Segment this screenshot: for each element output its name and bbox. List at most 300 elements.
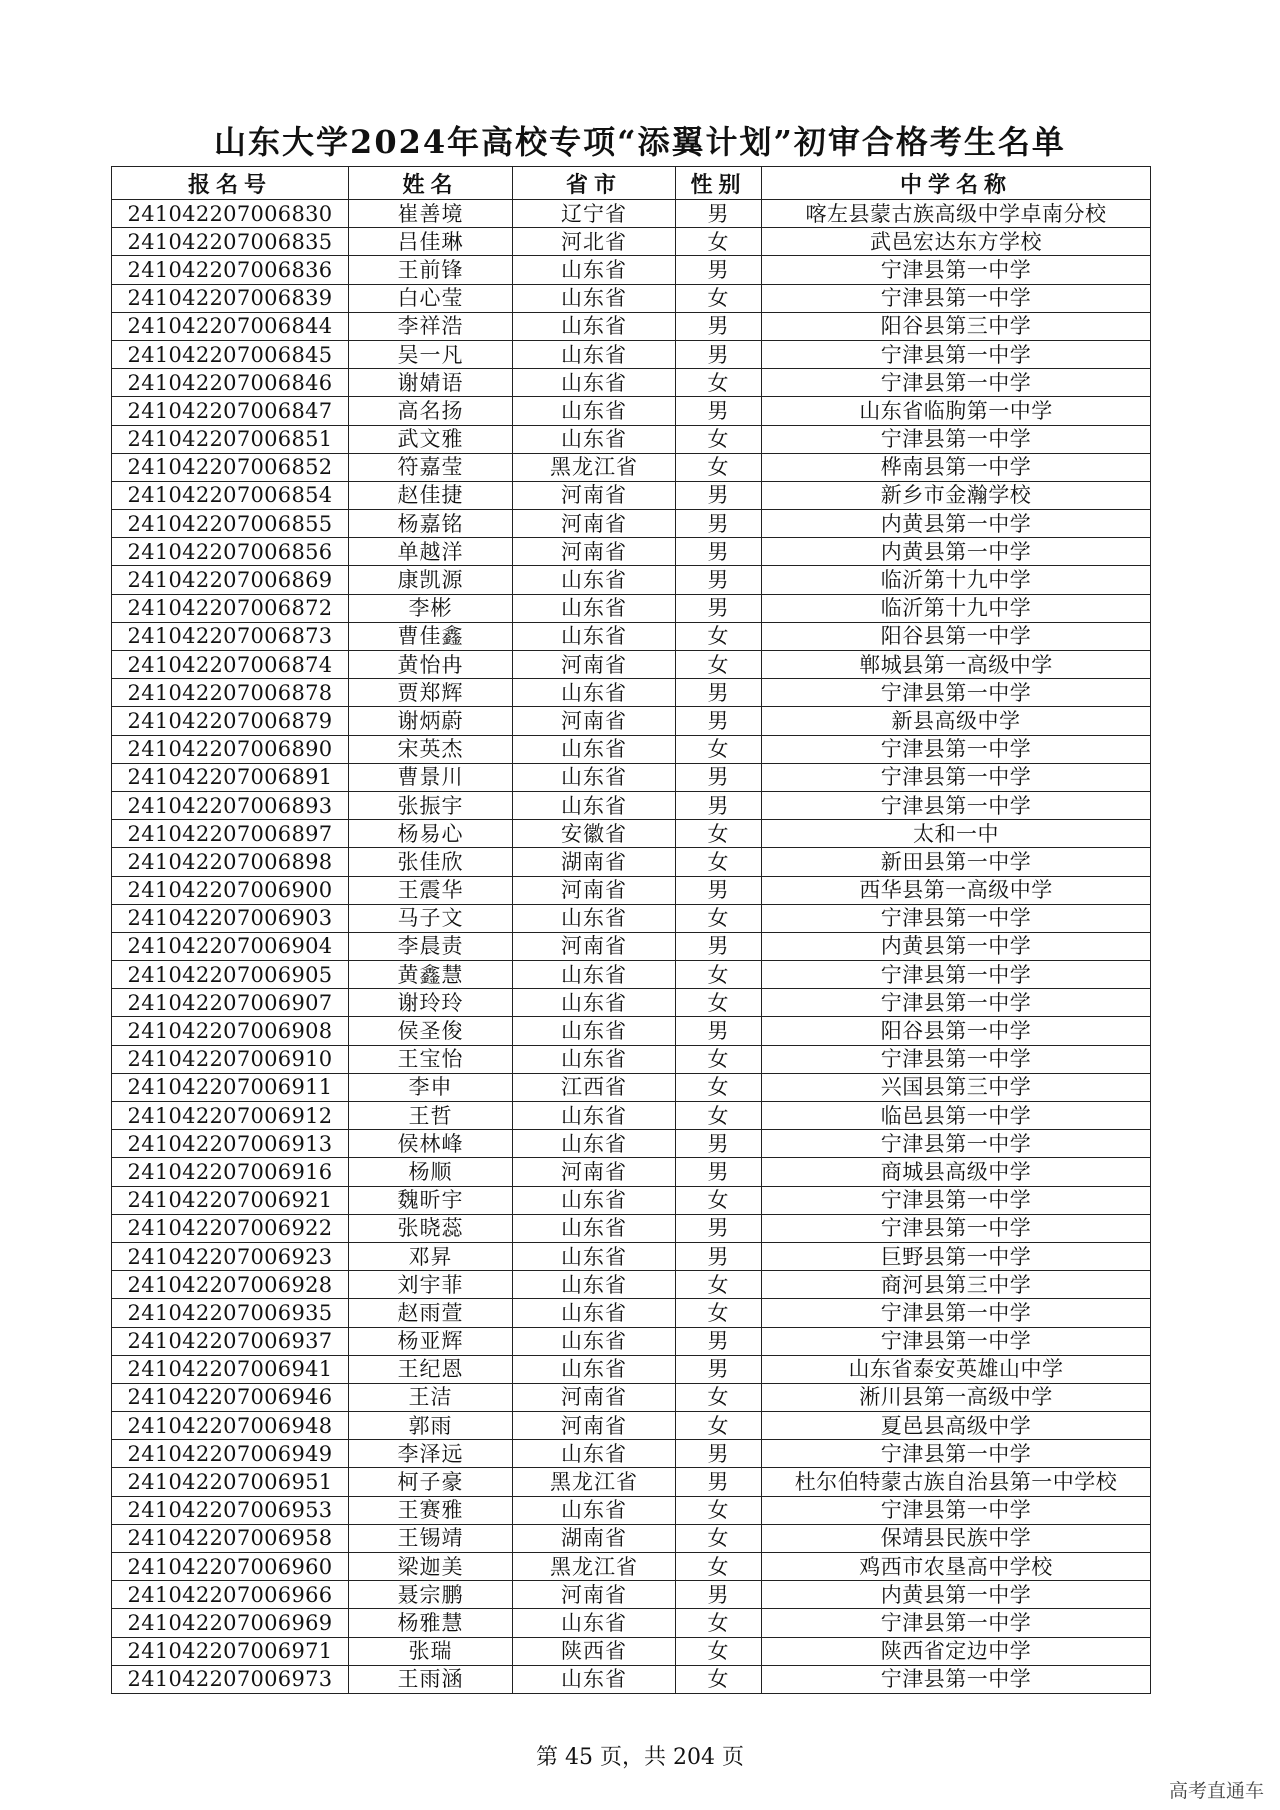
cell-gender: 女: [676, 1271, 762, 1299]
table-row: [112, 961, 1151, 989]
cell-name: 赵佳捷: [349, 481, 513, 509]
cell-gender: 男: [676, 1327, 762, 1355]
table-row: [112, 1609, 1151, 1637]
cell-school: 宁津县第一中学: [762, 284, 1151, 312]
cell-province: 河南省: [513, 1581, 676, 1609]
cell-name: 吴一凡: [349, 340, 513, 368]
table-row: [112, 1553, 1151, 1581]
table-row: [112, 1073, 1151, 1101]
cell-name: 侯林峰: [349, 1130, 513, 1158]
cell-name: 谢炳蔚: [349, 707, 513, 735]
cell-school: 临沂第十九中学: [762, 566, 1151, 594]
cell-school: 桦南县第一中学: [762, 453, 1151, 481]
cell-school: 宁津县第一中学: [762, 1327, 1151, 1355]
cell-gender: 男: [676, 397, 762, 425]
header-row: [112, 167, 1151, 200]
cell-registration-number: 241042207006891: [112, 763, 349, 791]
table-row: [112, 228, 1151, 256]
cell-registration-number: 241042207006941: [112, 1355, 349, 1383]
table-row: [112, 594, 1151, 622]
cell-province: 河北省: [513, 228, 676, 256]
cell-gender: 女: [676, 284, 762, 312]
cell-registration-number: 241042207006847: [112, 397, 349, 425]
cell-school: 宁津县第一中学: [762, 904, 1151, 932]
table-row: [112, 1299, 1151, 1327]
cell-school: 内黄县第一中学: [762, 932, 1151, 960]
cell-gender: 男: [676, 679, 762, 707]
cell-province: 山东省: [513, 1299, 676, 1327]
table-header: [112, 167, 1151, 200]
cell-name: 武文雅: [349, 425, 513, 453]
cell-registration-number: 241042207006912: [112, 1102, 349, 1130]
cell-gender: 男: [676, 791, 762, 819]
table-row: [112, 453, 1151, 481]
cell-registration-number: 241042207006900: [112, 876, 349, 904]
cell-province: 河南省: [513, 707, 676, 735]
cell-school: 山东省临朐第一中学: [762, 397, 1151, 425]
cell-registration-number: 241042207006946: [112, 1383, 349, 1411]
cell-province: 山东省: [513, 256, 676, 284]
cell-registration-number: 241042207006835: [112, 228, 349, 256]
cell-registration-number: 241042207006855: [112, 510, 349, 538]
cell-province: 黑龙江省: [513, 453, 676, 481]
cell-gender: 女: [676, 369, 762, 397]
cell-province: 山东省: [513, 1355, 676, 1383]
cell-registration-number: 241042207006904: [112, 932, 349, 960]
cell-registration-number: 241042207006921: [112, 1186, 349, 1214]
cell-name: 符嘉莹: [349, 453, 513, 481]
cell-registration-number: 241042207006973: [112, 1665, 349, 1693]
table-row: [112, 651, 1151, 679]
cell-registration-number: 241042207006935: [112, 1299, 349, 1327]
cell-school: 内黄县第一中学: [762, 1581, 1151, 1609]
cell-registration-number: 241042207006907: [112, 989, 349, 1017]
cell-province: 山东省: [513, 1271, 676, 1299]
document-title: 山东大学2024年高校专项“添翼计划”初审合格考生名单: [214, 123, 1066, 161]
table-row: [112, 1665, 1151, 1693]
cell-registration-number: 241042207006873: [112, 622, 349, 650]
cell-province: 山东省: [513, 961, 676, 989]
cell-registration-number: 241042207006830: [112, 200, 349, 228]
cell-school: 宁津县第一中学: [762, 679, 1151, 707]
cell-school: 宁津县第一中学: [762, 989, 1151, 1017]
cell-province: 安徽省: [513, 820, 676, 848]
cell-gender: 女: [676, 1383, 762, 1411]
cell-province: 山东省: [513, 622, 676, 650]
table-row: [112, 1130, 1151, 1158]
table-row: [112, 481, 1151, 509]
cell-school: 内黄县第一中学: [762, 538, 1151, 566]
cell-gender: 男: [676, 1468, 762, 1496]
cell-school: 宁津县第一中学: [762, 1299, 1151, 1327]
cell-name: 谢玲玲: [349, 989, 513, 1017]
table-row: [112, 1440, 1151, 1468]
cell-province: 山东省: [513, 1017, 676, 1045]
cell-name: 崔善境: [349, 200, 513, 228]
cell-gender: 女: [676, 735, 762, 763]
cell-province: 陕西省: [513, 1637, 676, 1665]
cell-school: 兴国县第三中学: [762, 1073, 1151, 1101]
cell-school: 郸城县第一高级中学: [762, 651, 1151, 679]
cell-gender: 男: [676, 340, 762, 368]
cell-school: 宁津县第一中学: [762, 791, 1151, 819]
cell-name: 黄鑫慧: [349, 961, 513, 989]
cell-school: 新县高级中学: [762, 707, 1151, 735]
cell-registration-number: 241042207006852: [112, 453, 349, 481]
cell-province: 山东省: [513, 1242, 676, 1270]
table-body: [112, 200, 1151, 1694]
cell-gender: 女: [676, 820, 762, 848]
cell-province: 山东省: [513, 1440, 676, 1468]
cell-gender: 女: [676, 1665, 762, 1693]
cell-school: 鸡西市农垦高中学校: [762, 1553, 1151, 1581]
cell-gender: 男: [676, 1214, 762, 1242]
header-name: 姓名: [349, 167, 513, 200]
cell-gender: 男: [676, 707, 762, 735]
cell-gender: 女: [676, 425, 762, 453]
cell-registration-number: 241042207006836: [112, 256, 349, 284]
cell-province: 山东省: [513, 904, 676, 932]
table-row: [112, 1045, 1151, 1073]
cell-gender: 女: [676, 651, 762, 679]
cell-name: 王宝怡: [349, 1045, 513, 1073]
cell-name: 单越洋: [349, 538, 513, 566]
cell-registration-number: 241042207006878: [112, 679, 349, 707]
cell-school: 西华县第一高级中学: [762, 876, 1151, 904]
cell-province: 山东省: [513, 1102, 676, 1130]
cell-registration-number: 241042207006874: [112, 651, 349, 679]
cell-name: 张佳欣: [349, 848, 513, 876]
table-row: [112, 1102, 1151, 1130]
cell-gender: 男: [676, 1355, 762, 1383]
table-row: [112, 312, 1151, 340]
table-row: [112, 707, 1151, 735]
cell-registration-number: 241042207006916: [112, 1158, 349, 1186]
cell-name: 王雨涵: [349, 1665, 513, 1693]
cell-name: 侯圣俊: [349, 1017, 513, 1045]
table-row: [112, 876, 1151, 904]
cell-registration-number: 241042207006903: [112, 904, 349, 932]
watermark-text: 高考直通车: [1168, 1780, 1264, 1802]
cell-gender: 女: [676, 961, 762, 989]
cell-school: 宁津县第一中学: [762, 735, 1151, 763]
cell-name: 杨嘉铭: [349, 510, 513, 538]
table-row: [112, 1242, 1151, 1270]
table-row: [112, 510, 1151, 538]
cell-gender: 男: [676, 1130, 762, 1158]
cell-name: 刘宇菲: [349, 1271, 513, 1299]
cell-province: 山东省: [513, 763, 676, 791]
cell-name: 王洁: [349, 1383, 513, 1411]
table-row: [112, 1581, 1151, 1609]
cell-registration-number: 241042207006949: [112, 1440, 349, 1468]
cell-province: 河南省: [513, 510, 676, 538]
cell-name: 曹景川: [349, 763, 513, 791]
table-row: [112, 340, 1151, 368]
cell-name: 高名扬: [349, 397, 513, 425]
header-school: 中学名称: [762, 167, 1151, 200]
cell-school: 宁津县第一中学: [762, 425, 1151, 453]
cell-gender: 女: [676, 1299, 762, 1327]
cell-province: 河南省: [513, 1383, 676, 1411]
page-number: 第 45 页，共 204 页: [536, 1745, 744, 1770]
cell-school: 宁津县第一中学: [762, 1130, 1151, 1158]
cell-name: 宋英杰: [349, 735, 513, 763]
cell-school: 宁津县第一中学: [762, 961, 1151, 989]
cell-school: 太和一中: [762, 820, 1151, 848]
table-row: [112, 1383, 1151, 1411]
table-row: [112, 1355, 1151, 1383]
cell-registration-number: 241042207006913: [112, 1130, 349, 1158]
cell-gender: 男: [676, 932, 762, 960]
cell-name: 吕佳琳: [349, 228, 513, 256]
cell-registration-number: 241042207006905: [112, 961, 349, 989]
cell-gender: 女: [676, 1412, 762, 1440]
table-row: [112, 1186, 1151, 1214]
cell-school: 阳谷县第一中学: [762, 622, 1151, 650]
cell-name: 王前锋: [349, 256, 513, 284]
cell-name: 聂宗鹏: [349, 1581, 513, 1609]
cell-gender: 女: [676, 1609, 762, 1637]
table-row: [112, 1637, 1151, 1665]
cell-province: 湖南省: [513, 1524, 676, 1552]
cell-school: 喀左县蒙古族高级中学卓南分校: [762, 200, 1151, 228]
table-row: [112, 397, 1151, 425]
candidate-table: [111, 166, 1151, 1694]
cell-name: 魏昕宇: [349, 1186, 513, 1214]
cell-name: 李祥浩: [349, 312, 513, 340]
table-row: [112, 679, 1151, 707]
cell-province: 山东省: [513, 1665, 676, 1693]
cell-registration-number: 241042207006966: [112, 1581, 349, 1609]
cell-province: 山东省: [513, 425, 676, 453]
cell-province: 山东省: [513, 312, 676, 340]
table-row: [112, 1524, 1151, 1552]
cell-registration-number: 241042207006844: [112, 312, 349, 340]
cell-school: 淅川县第一高级中学: [762, 1383, 1151, 1411]
cell-province: 山东省: [513, 1327, 676, 1355]
cell-province: 河南省: [513, 538, 676, 566]
cell-gender: 女: [676, 1102, 762, 1130]
cell-school: 武邑宏达东方学校: [762, 228, 1151, 256]
cell-province: 山东省: [513, 594, 676, 622]
cell-registration-number: 241042207006908: [112, 1017, 349, 1045]
cell-name: 李申: [349, 1073, 513, 1101]
table-row: [112, 904, 1151, 932]
cell-gender: 女: [676, 622, 762, 650]
cell-registration-number: 241042207006971: [112, 1637, 349, 1665]
cell-name: 邓昇: [349, 1242, 513, 1270]
cell-name: 杨亚辉: [349, 1327, 513, 1355]
cell-gender: 女: [676, 453, 762, 481]
cell-registration-number: 241042207006922: [112, 1214, 349, 1242]
cell-name: 马子文: [349, 904, 513, 932]
cell-name: 白心莹: [349, 284, 513, 312]
header-registration-number: 报名号: [112, 167, 349, 200]
cell-school: 阳谷县第一中学: [762, 1017, 1151, 1045]
cell-gender: 男: [676, 481, 762, 509]
cell-name: 王锡靖: [349, 1524, 513, 1552]
cell-gender: 女: [676, 1073, 762, 1101]
cell-name: 梁迦美: [349, 1553, 513, 1581]
table-row: [112, 763, 1151, 791]
cell-school: 临邑县第一中学: [762, 1102, 1151, 1130]
cell-province: 河南省: [513, 651, 676, 679]
cell-school: 巨野县第一中学: [762, 1242, 1151, 1270]
cell-name: 张晓蕊: [349, 1214, 513, 1242]
cell-name: 李晨责: [349, 932, 513, 960]
cell-province: 河南省: [513, 481, 676, 509]
cell-registration-number: 241042207006869: [112, 566, 349, 594]
cell-gender: 男: [676, 566, 762, 594]
cell-province: 山东省: [513, 1496, 676, 1524]
cell-registration-number: 241042207006923: [112, 1242, 349, 1270]
table-row: [112, 932, 1151, 960]
cell-gender: 女: [676, 848, 762, 876]
table-row: [112, 1412, 1151, 1440]
cell-gender: 男: [676, 876, 762, 904]
cell-school: 宁津县第一中学: [762, 1440, 1151, 1468]
cell-gender: 男: [676, 256, 762, 284]
table-row: [112, 284, 1151, 312]
cell-school: 新田县第一中学: [762, 848, 1151, 876]
cell-province: 山东省: [513, 679, 676, 707]
cell-province: 河南省: [513, 1158, 676, 1186]
cell-name: 曹佳鑫: [349, 622, 513, 650]
cell-province: 山东省: [513, 369, 676, 397]
cell-gender: 男: [676, 1581, 762, 1609]
cell-registration-number: 241042207006948: [112, 1412, 349, 1440]
cell-province: 山东省: [513, 340, 676, 368]
cell-school: 保靖县民族中学: [762, 1524, 1151, 1552]
cell-name: 张瑞: [349, 1637, 513, 1665]
cell-gender: 男: [676, 312, 762, 340]
cell-registration-number: 241042207006851: [112, 425, 349, 453]
cell-province: 山东省: [513, 566, 676, 594]
cell-registration-number: 241042207006872: [112, 594, 349, 622]
cell-name: 王震华: [349, 876, 513, 904]
cell-province: 山东省: [513, 284, 676, 312]
table-row: [112, 538, 1151, 566]
cell-name: 谢婧语: [349, 369, 513, 397]
cell-school: 杜尔伯特蒙古族自治县第一中学校: [762, 1468, 1151, 1496]
cell-registration-number: 241042207006890: [112, 735, 349, 763]
table-row: [112, 1496, 1151, 1524]
cell-gender: 女: [676, 989, 762, 1017]
cell-gender: 男: [676, 1158, 762, 1186]
cell-registration-number: 241042207006839: [112, 284, 349, 312]
cell-gender: 男: [676, 1017, 762, 1045]
table-row: [112, 622, 1151, 650]
cell-name: 黄怡冉: [349, 651, 513, 679]
cell-school: 临沂第十九中学: [762, 594, 1151, 622]
cell-gender: 女: [676, 228, 762, 256]
table-row: [112, 989, 1151, 1017]
cell-registration-number: 241042207006854: [112, 481, 349, 509]
cell-province: 山东省: [513, 1214, 676, 1242]
cell-name: 张振宇: [349, 791, 513, 819]
cell-school: 宁津县第一中学: [762, 1609, 1151, 1637]
cell-school: 宁津县第一中学: [762, 1496, 1151, 1524]
table-row: [112, 820, 1151, 848]
cell-school: 宁津县第一中学: [762, 1665, 1151, 1693]
table-row: [112, 1158, 1151, 1186]
cell-registration-number: 241042207006951: [112, 1468, 349, 1496]
cell-province: 山东省: [513, 1609, 676, 1637]
cell-province: 黑龙江省: [513, 1553, 676, 1581]
cell-school: 宁津县第一中学: [762, 1186, 1151, 1214]
table-row: [112, 256, 1151, 284]
cell-registration-number: 241042207006958: [112, 1524, 349, 1552]
cell-registration-number: 241042207006911: [112, 1073, 349, 1101]
cell-registration-number: 241042207006928: [112, 1271, 349, 1299]
cell-province: 山东省: [513, 1186, 676, 1214]
cell-province: 河南省: [513, 932, 676, 960]
cell-school: 宁津县第一中学: [762, 256, 1151, 284]
cell-province: 山东省: [513, 397, 676, 425]
table-row: [112, 735, 1151, 763]
cell-province: 山东省: [513, 1045, 676, 1073]
table-row: [112, 1271, 1151, 1299]
cell-school: 商河县第三中学: [762, 1271, 1151, 1299]
cell-name: 贾郑辉: [349, 679, 513, 707]
cell-gender: 男: [676, 1440, 762, 1468]
table-row: [112, 1327, 1151, 1355]
cell-school: 宁津县第一中学: [762, 369, 1151, 397]
cell-gender: 女: [676, 904, 762, 932]
cell-province: 黑龙江省: [513, 1468, 676, 1496]
cell-school: 陕西省定边中学: [762, 1637, 1151, 1665]
cell-province: 河南省: [513, 1412, 676, 1440]
cell-name: 杨易心: [349, 820, 513, 848]
table-row: [112, 566, 1151, 594]
cell-province: 河南省: [513, 876, 676, 904]
table-row: [112, 791, 1151, 819]
cell-gender: 男: [676, 594, 762, 622]
cell-gender: 女: [676, 1637, 762, 1665]
cell-registration-number: 241042207006897: [112, 820, 349, 848]
cell-school: 商城县高级中学: [762, 1158, 1151, 1186]
table-row: [112, 848, 1151, 876]
cell-registration-number: 241042207006879: [112, 707, 349, 735]
cell-registration-number: 241042207006893: [112, 791, 349, 819]
cell-gender: 男: [676, 538, 762, 566]
cell-gender: 女: [676, 1186, 762, 1214]
cell-registration-number: 241042207006845: [112, 340, 349, 368]
cell-name: 柯子豪: [349, 1468, 513, 1496]
cell-province: 山东省: [513, 1130, 676, 1158]
cell-gender: 女: [676, 1496, 762, 1524]
cell-registration-number: 241042207006846: [112, 369, 349, 397]
cell-school: 新乡市金瀚学校: [762, 481, 1151, 509]
cell-gender: 男: [676, 510, 762, 538]
cell-province: 辽宁省: [513, 200, 676, 228]
cell-gender: 女: [676, 1045, 762, 1073]
cell-name: 王赛雅: [349, 1496, 513, 1524]
cell-name: 郭雨: [349, 1412, 513, 1440]
table-row: [112, 425, 1151, 453]
cell-school: 山东省泰安英雄山中学: [762, 1355, 1151, 1383]
table-row: [112, 1468, 1151, 1496]
table-row: [112, 1214, 1151, 1242]
cell-name: 王哲: [349, 1102, 513, 1130]
cell-province: 山东省: [513, 791, 676, 819]
cell-registration-number: 241042207006937: [112, 1327, 349, 1355]
cell-school: 阳谷县第三中学: [762, 312, 1151, 340]
cell-school: 宁津县第一中学: [762, 1214, 1151, 1242]
cell-name: 杨雅慧: [349, 1609, 513, 1637]
cell-school: 内黄县第一中学: [762, 510, 1151, 538]
